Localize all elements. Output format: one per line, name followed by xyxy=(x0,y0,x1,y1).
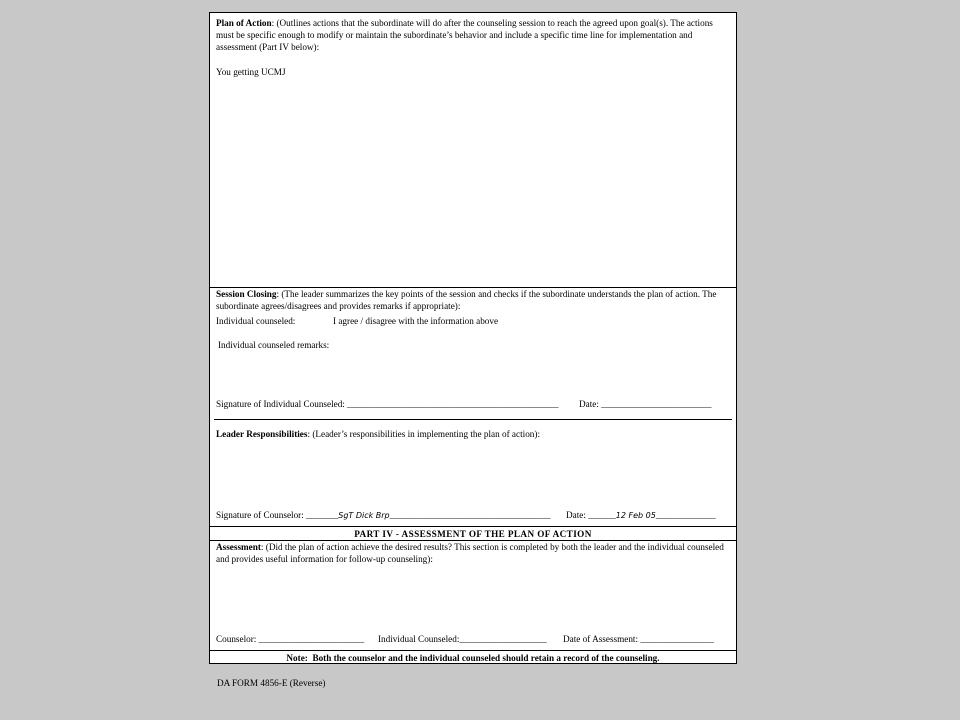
counselor-signature-value: SgT Dick Brp xyxy=(338,511,390,520)
session-closing-text: : (The leader summarizes the key points of the session and checks if the subordinate understands the plan of action. The subordinate agrees/disagrees and provides remarks if appropriate): xyxy=(216,289,717,311)
assessment-title: Assessment xyxy=(216,542,261,552)
individual-counseled-label: Individual counseled: xyxy=(216,316,296,326)
assessment-individual-field[interactable]: Individual Counseled:___________________ xyxy=(378,634,547,644)
divider xyxy=(214,419,732,420)
agree-disagree-option[interactable]: I agree / disagree with the information above xyxy=(333,316,499,326)
counselor-signature-label: Signature of Counselor: _______ xyxy=(216,510,339,520)
leader-responsibilities-title: Leader Responsibilities xyxy=(216,429,308,439)
assessment-text: : (Did the plan of action achieve the desired results? This section is completed by both the leader and the individual counseled and provides useful information for follow-up counseling): xyxy=(216,542,724,564)
note-label: Note: xyxy=(286,653,308,663)
plan-of-action-entry[interactable]: You getting UCMJ xyxy=(216,67,286,77)
assessment-counselor-field[interactable]: Counselor: _______________________ xyxy=(216,634,365,644)
note-text: Both the counselor and the individual counseled should retain a record of the counseling. xyxy=(312,653,660,663)
plan-of-action-title: Plan of Action xyxy=(216,18,272,28)
assessment-description xyxy=(216,541,730,565)
individual-signature-date-field[interactable]: Date: ________________________ xyxy=(579,399,712,409)
divider xyxy=(210,526,736,527)
divider xyxy=(210,650,736,651)
counselor-date-field[interactable] xyxy=(566,509,716,522)
part-iv-heading: PART IV - ASSESSMENT OF THE PLAN OF ACTION xyxy=(354,529,592,539)
counselor-date-value: 12 Feb 05 xyxy=(615,511,656,520)
counselor-date-label: Date: ______ xyxy=(566,510,616,520)
assessment-date-field[interactable]: Date of Assessment: ________________ xyxy=(563,634,714,644)
leader-responsibilities-text: : (Leader’s responsibilities in implementing the plan of action): xyxy=(307,429,540,439)
leader-responsibilities-description xyxy=(216,428,540,440)
counselor-signature-line: ___________________________________ xyxy=(389,510,551,520)
individual-signature-field[interactable]: Signature of Individual Counseled: ______________________________________________ xyxy=(216,399,559,409)
counselor-date-line: _____________ xyxy=(655,510,716,520)
counseling-form xyxy=(209,12,737,664)
individual-remarks-label: Individual counseled remarks: xyxy=(218,340,330,350)
plan-of-action-description xyxy=(216,17,730,53)
form-number: DA FORM 4856-E (Reverse) xyxy=(217,678,326,688)
counselor-signature-field[interactable] xyxy=(216,509,550,522)
session-closing-description xyxy=(216,288,730,312)
session-closing-title: Session Closing xyxy=(216,289,277,299)
plan-of-action-text: : (Outlines actions that the subordinate will do after the counseling session to reach the agreed upon goal(s). The actions must be specific enough to modify or maintain the subordinate’s behavior and include a specific time line for implementation and assessment (Part IV below): xyxy=(216,18,713,52)
retention-note xyxy=(210,652,736,664)
